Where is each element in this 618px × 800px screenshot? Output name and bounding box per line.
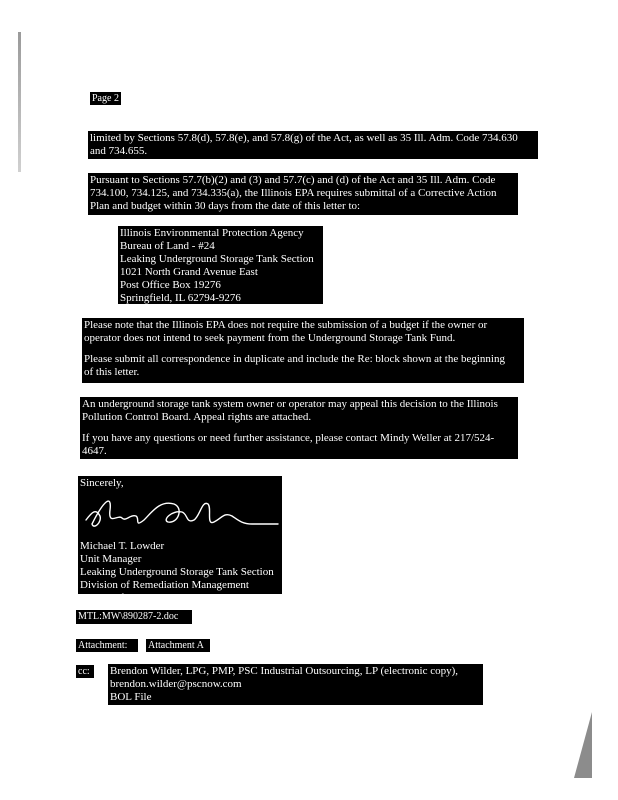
scan-edge-shadow xyxy=(18,32,21,172)
paragraph-line: Please note that the Illinois EPA does not require the submission of a budget if the owner or xyxy=(84,319,488,331)
paragraph-line: and 734.655. xyxy=(90,145,148,157)
page-label xyxy=(90,92,121,105)
paragraph-line: operator does not intend to seek payment from the Underground Storage Tank Fund. xyxy=(84,332,456,344)
address-line: Illinois Environmental Protection Agency xyxy=(120,227,304,239)
address-line: Post Office Box 19276 xyxy=(120,279,221,291)
reference-code-text: MTL:MW\890287-2.doc xyxy=(78,611,179,622)
paragraph-line: Plan and budget within 30 days from the date of this letter to: xyxy=(90,200,361,212)
paragraph-appeal-rights xyxy=(80,397,518,459)
address-line: 1021 North Grand Avenue East xyxy=(120,266,258,278)
signer-name: Michael T. Lowder xyxy=(80,540,165,552)
paragraph-line: 4647. xyxy=(82,445,107,457)
paragraph-line: Pursuant to Sections 57.7(b)(2) and (3) and 57.7(c) and (d) of the Act and 35 Ill. Adm. Code xyxy=(90,174,496,186)
attachment-label-text: Attachment: xyxy=(78,640,128,651)
mailing-address-block xyxy=(118,226,323,304)
signer-section: Leaking Underground Storage Tank Section xyxy=(80,566,274,578)
salutation: Sincerely, xyxy=(80,477,124,489)
cc-recipients xyxy=(108,664,483,705)
attachment-label xyxy=(76,639,138,652)
paragraph-line: Pollution Control Board. Appeal rights are attached. xyxy=(82,411,312,423)
attachment-value xyxy=(146,639,210,652)
paragraph-budget-note xyxy=(82,318,524,383)
reference-code xyxy=(76,610,192,624)
paragraph-line: of this letter. xyxy=(84,366,140,378)
handwritten-signature-icon xyxy=(82,490,280,540)
signer-division: Division of Remediation Management xyxy=(80,579,249,591)
paragraph-limited-by-sections xyxy=(88,131,538,159)
cc-label xyxy=(76,665,94,678)
scan-corner-shadow xyxy=(574,712,592,778)
paragraph-line: An underground storage tank system owner or operator may appeal this decision to the Illinois xyxy=(82,398,498,410)
address-line: Bureau of Land - #24 xyxy=(120,240,215,252)
page-label-text: Page 2 xyxy=(92,93,119,104)
signer-bureau: Bureau of Land xyxy=(80,592,150,604)
paragraph-pursuant-to-sections xyxy=(88,173,518,215)
signature-image xyxy=(80,490,280,540)
paragraph-line: Please submit all correspondence in duplicate and include the Re: block shown at the beginning xyxy=(84,353,505,365)
address-line: Leaking Underground Storage Tank Section xyxy=(120,253,314,265)
address-line: Springfield, IL 62794-9276 xyxy=(120,292,241,304)
closing-signature-block xyxy=(78,476,282,604)
cc-recipient-line: Brendon Wilder, LPG, PMP, PSC Industrial Outsourcing, LP (electronic copy), xyxy=(110,665,459,677)
cc-recipient-file: BOL File xyxy=(110,691,152,703)
paragraph-line: 734.100, 734.125, and 734.335(a), the Illinois EPA requires submittal of a Corrective Action xyxy=(90,187,497,199)
signer-title: Unit Manager xyxy=(80,553,142,565)
attachment-value-text: Attachment A xyxy=(148,640,204,651)
cc-recipient-email: brendon.wilder@pscnow.com xyxy=(110,678,242,690)
paragraph-line: If you have any questions or need further assistance, please contact Mindy Weller at 217/524- xyxy=(82,432,495,444)
paragraph-line: limited by Sections 57.8(d), 57.8(e), and 57.8(g) of the Act, as well as 35 Ill. Adm. Code 734.630 xyxy=(90,132,518,144)
cc-label-text: cc: xyxy=(78,666,90,677)
